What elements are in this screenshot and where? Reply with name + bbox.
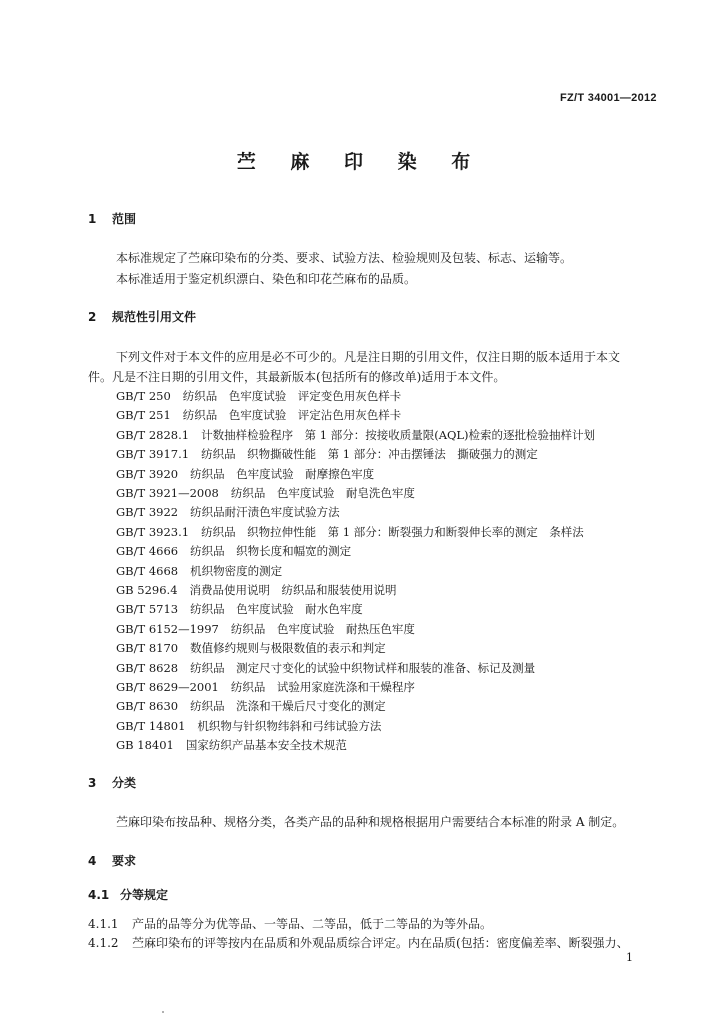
reference-item — [116, 543, 351, 559]
reference-code: GB/T 3917.1 — [116, 447, 190, 462]
reference-item — [116, 466, 374, 482]
reference-code: GB/T 3923.1 — [116, 524, 190, 539]
standard-number: FZ/T 34001—2012 — [560, 92, 657, 104]
reference-item — [116, 504, 340, 520]
reference-item — [116, 407, 401, 423]
reference-item — [116, 640, 386, 656]
reference-item — [116, 582, 397, 598]
reference-title: 机织物密度的测定 — [190, 563, 283, 578]
reference-code: GB/T 4666 — [116, 544, 179, 559]
reference-title: 纺织品 织物撕破性能 第 1 部分：冲击摆锤法 撕破强力的测定 — [201, 447, 538, 462]
clause-4-1-1 — [88, 915, 492, 932]
section-1-heading — [88, 210, 136, 227]
section-number: 2 — [88, 310, 97, 324]
paragraph: 苎麻印染布按品种、规格分类，各类产品的品种和规格根据用户需要结合本标准的附录 A 制定。 — [116, 815, 625, 829]
reference-code: GB/T 8628 — [116, 660, 179, 675]
reference-item — [116, 524, 584, 540]
document-title: 苎 麻 印 染 布 — [236, 151, 485, 173]
reference-title: 数值修约规则与极限数值的表示和判定 — [190, 641, 386, 656]
section-title: 范围 — [112, 212, 137, 226]
reference-code: GB/T 8630 — [116, 699, 179, 714]
reference-item — [116, 737, 347, 753]
reference-code: GB/T 250 — [116, 389, 171, 403]
reference-title: 纺织品耐汗渍色牢度试验方法 — [190, 505, 340, 520]
reference-title: 纺织品 色牢度试验 耐皂洗色牢度 — [230, 486, 415, 500]
section-title: 要求 — [112, 854, 137, 868]
scan-speck — [162, 1011, 164, 1013]
reference-item — [116, 427, 595, 443]
clause-number: 4.1.2 — [88, 936, 119, 950]
reference-code: GB/T 3922 — [116, 505, 179, 520]
reference-item — [116, 660, 535, 676]
reference-code: GB 5296.4 — [116, 583, 178, 597]
reference-title: 纺织品 色牢度试验 耐水色牢度 — [190, 602, 363, 617]
reference-code: GB/T 6152—1997 — [116, 621, 219, 636]
reference-title: 纺织品 织物拉伸性能 第 1 部分：断裂强力和断裂伸长率的测定 条样法 — [201, 524, 584, 539]
reference-item — [116, 698, 386, 714]
reference-title: 纺织品 色牢度试验 评定沾色用灰色样卡 — [182, 408, 402, 423]
section-4-1-heading — [88, 886, 168, 903]
paragraph: 本标准适用于鉴定机织漂白、染色和印花苎麻布的品质。 — [116, 272, 417, 286]
reference-code: GB/T 5713 — [116, 602, 179, 617]
reference-code: GB/T 2828.1 — [116, 427, 190, 442]
paragraph: 本标准规定了苎麻印染布的分类、要求、试验方法、检验规则及包装、标志、运输等。 — [116, 251, 573, 265]
reference-item — [116, 718, 381, 734]
section-3-heading — [88, 774, 136, 791]
reference-title: 纺织品 试验用家庭洗涤和干燥程序 — [230, 680, 415, 694]
section-number: 1 — [88, 212, 97, 226]
reference-item — [116, 446, 538, 462]
paragraph: 件。凡是不注日期的引用文件，其最新版本(包括所有的修改单)适用于本文件。 — [88, 370, 506, 384]
section-number: 4 — [88, 854, 97, 868]
section-number: 3 — [88, 776, 97, 790]
reference-code: GB/T 251 — [116, 408, 171, 423]
page-number: 1 — [626, 951, 633, 964]
section-number: 4.1 — [88, 888, 110, 902]
clause-text: 苎麻印染布的评等按内在品质和外观品质综合评定。内在品质(包括：密度偏差率、断裂强力、 — [132, 936, 629, 950]
clause-number: 4.1.1 — [88, 917, 119, 931]
reference-item — [116, 485, 415, 501]
reference-title: 国家纺织产品基本安全技术规范 — [185, 738, 347, 753]
section-title: 分类 — [112, 776, 137, 790]
reference-item — [116, 601, 363, 617]
reference-code: GB 18401 — [116, 738, 174, 753]
paragraph: 下列文件对于本文件的应用是必不可少的。凡是注日期的引用文件，仅注日期的版本适用于本文 — [116, 350, 621, 364]
section-2-heading — [88, 308, 196, 325]
reference-title: 纺织品 测定尺寸变化的试验中织物试样和服装的准备、标记及测量 — [190, 660, 536, 675]
reference-title: 计数抽样检验程序 第 1 部分：按接收质量限(AQL)检索的逐批检验抽样计划 — [201, 427, 596, 442]
reference-item — [116, 679, 415, 695]
reference-code: GB/T 8170 — [116, 641, 179, 656]
reference-code: GB/T 14801 — [116, 718, 186, 733]
reference-title: 消费品使用说明 纺织品和服装使用说明 — [189, 583, 397, 597]
reference-title: 纺织品 色牢度试验 评定变色用灰色样卡 — [182, 389, 402, 403]
clause-4-1-2 — [88, 934, 629, 951]
reference-code: GB/T 3921—2008 — [116, 486, 219, 500]
reference-code: GB/T 3920 — [116, 466, 179, 481]
reference-code: GB/T 8629—2001 — [116, 680, 219, 694]
section-4-heading — [88, 852, 136, 869]
reference-item — [116, 621, 415, 637]
reference-title: 纺织品 色牢度试验 耐热压色牢度 — [230, 621, 415, 636]
reference-title: 纺织品 色牢度试验 耐摩擦色牢度 — [190, 466, 375, 481]
reference-code: GB/T 4668 — [116, 563, 179, 578]
reference-item — [116, 563, 282, 579]
reference-item — [116, 388, 401, 404]
clause-text: 产品的品等分为优等品、一等品、二等品，低于二等品的为等外品。 — [132, 917, 493, 931]
reference-title: 纺织品 织物长度和幅宽的测定 — [190, 544, 352, 559]
section-title: 分等规定 — [120, 888, 169, 902]
reference-title: 纺织品 洗涤和干燥后尺寸变化的测定 — [190, 699, 386, 714]
section-title: 规范性引用文件 — [112, 310, 197, 324]
reference-title: 机织物与针织物纬斜和弓纬试验方法 — [197, 718, 382, 733]
